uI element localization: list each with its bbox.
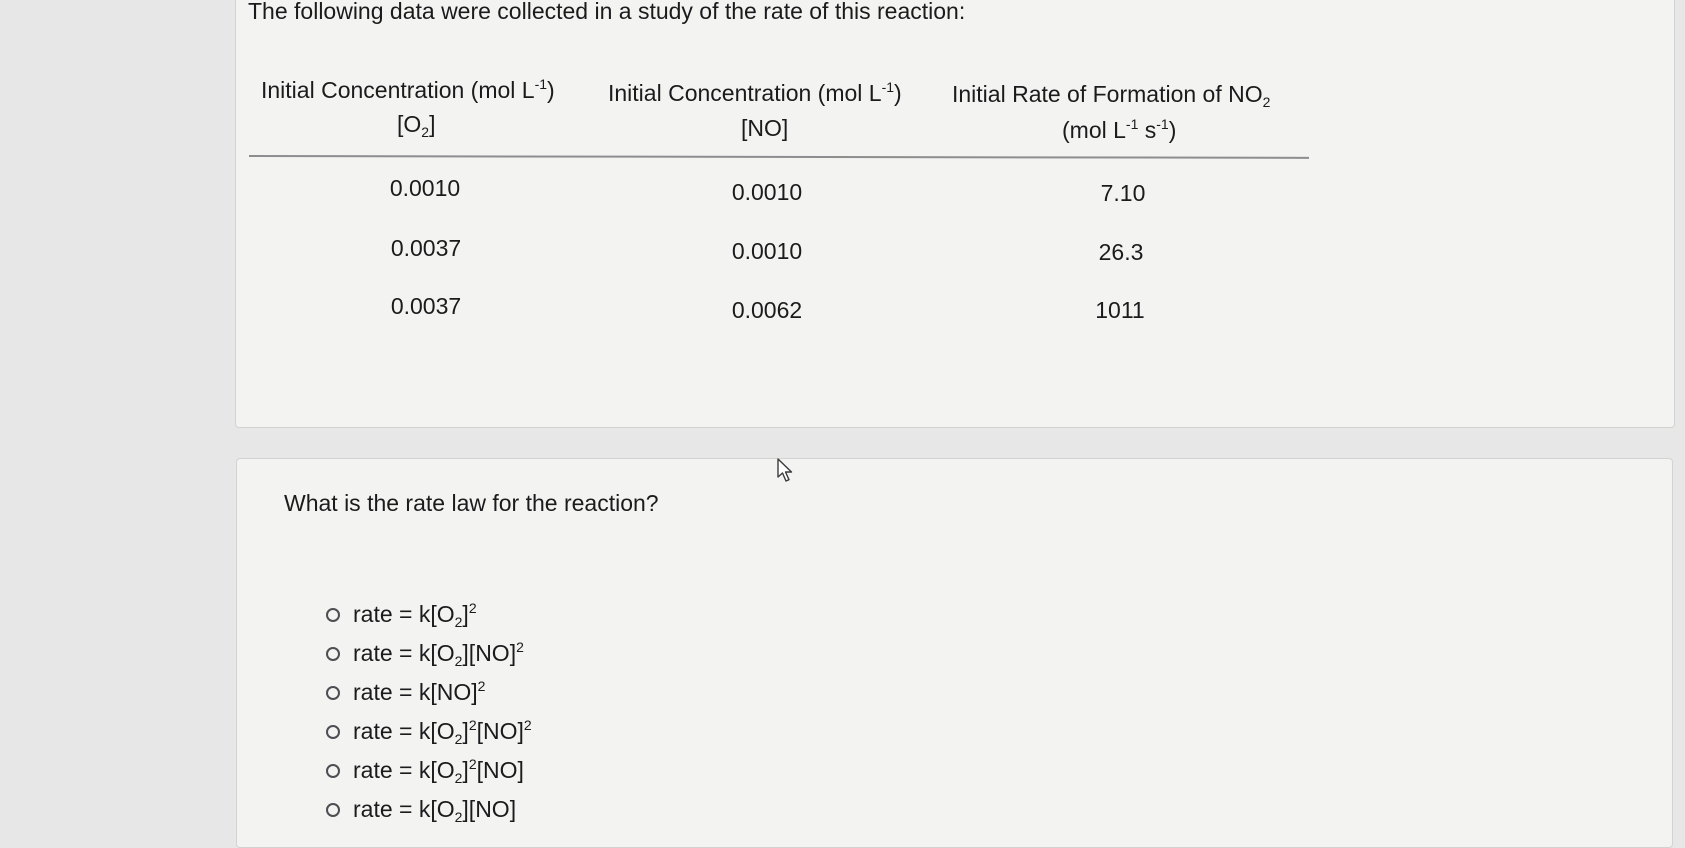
answer-option-4[interactable]	[326, 718, 532, 745]
table-cell: 7.10	[1100, 180, 1146, 206]
table-header-o2-line2: $[O_2]$	[397, 111, 436, 140]
table-cell: 26.3	[1098, 239, 1144, 265]
answer-label[interactable]: rate = $k[O_2]^2$	[353, 600, 477, 630]
mouse-pointer-icon	[776, 458, 796, 484]
answer-label[interactable]: rate = k[NO]$^2$	[353, 678, 486, 705]
radio-button-icon[interactable]	[326, 764, 340, 778]
table-header-rate-line1: Initial Rate of Formation of $NO_2$	[952, 81, 1271, 110]
answer-label[interactable]: rate = $k[O_2]^2[NO]^2$	[353, 717, 532, 747]
answer-label[interactable]: rate = $k[O_2]^2[NO]$	[353, 756, 524, 786]
radio-button-icon[interactable]	[326, 725, 340, 739]
radio-button-icon[interactable]	[326, 686, 340, 700]
answer-option-3[interactable]	[326, 679, 485, 706]
answer-option-5[interactable]	[326, 757, 524, 784]
table-header-rate-line2: (mol $L^{-1}$ $s^{-1}$)	[1062, 116, 1177, 143]
radio-button-icon[interactable]	[326, 608, 340, 622]
table-cell: 0.0010	[731, 238, 803, 264]
data-panel	[235, 0, 1675, 428]
table-cell: 1011	[1095, 297, 1145, 323]
answer-option-1[interactable]	[326, 601, 477, 628]
question-text: What is the rate law for the reaction?	[284, 490, 659, 516]
answer-option-2[interactable]	[326, 640, 524, 667]
answer-option-6[interactable]	[326, 796, 516, 823]
table-cell: 0.0037	[390, 235, 462, 261]
table-header-o2-line1: Initial Concentration (mol $L^{-1}$)	[261, 76, 555, 103]
answer-label[interactable]: rate = $k[O_2][NO]^2$	[353, 639, 524, 669]
intro-text: The following data were collected in a study of the rate of this reaction:	[248, 0, 966, 24]
table-cell: 0.0062	[731, 297, 803, 323]
table-header-no-line2: [NO]	[741, 115, 789, 141]
answer-label[interactable]: rate = $k[O_2][NO]$	[353, 796, 517, 825]
table-cell: 0.0037	[390, 293, 462, 319]
radio-button-icon[interactable]	[326, 647, 340, 661]
table-header-no-line1: Initial Concentration (mol $L^{-1}$)	[608, 79, 902, 106]
table-cell: 0.0010	[389, 175, 461, 201]
table-cell: 0.0010	[731, 179, 803, 205]
radio-button-icon[interactable]	[326, 803, 340, 817]
